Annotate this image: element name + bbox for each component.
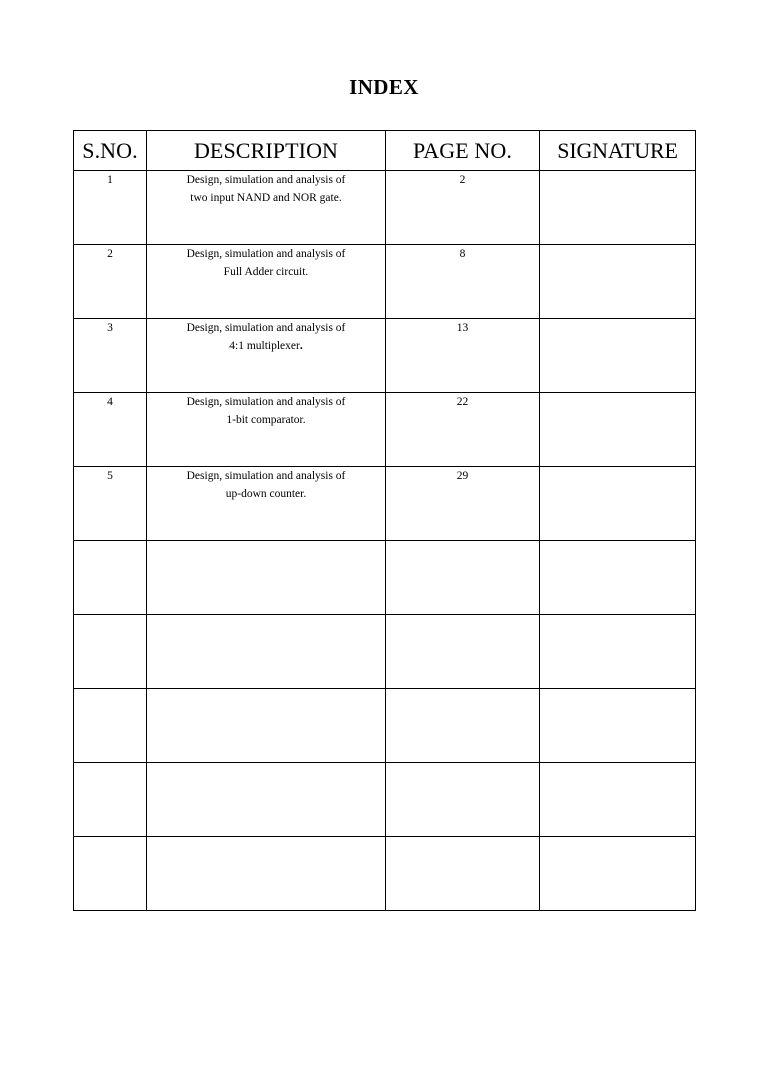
- description-line-2: 1-bit comparator.: [226, 414, 306, 426]
- cell-signature[interactable]: [540, 393, 696, 467]
- cell-sno: [74, 689, 147, 763]
- cell-signature[interactable]: [540, 837, 696, 911]
- cell-description: [147, 763, 386, 837]
- cell-sno: [74, 541, 147, 615]
- cell-signature[interactable]: [540, 763, 696, 837]
- cell-description: [147, 689, 386, 763]
- cell-sno: [74, 837, 147, 911]
- table-row: [74, 245, 696, 319]
- cell-description: [147, 837, 386, 911]
- cell-page-no: 29: [386, 467, 540, 541]
- cell-description: [147, 319, 386, 393]
- description-line-2: Full Adder circuit.: [223, 266, 309, 278]
- table-body: [74, 171, 696, 911]
- cell-page-no: [386, 837, 540, 911]
- table-row: [74, 763, 696, 837]
- table-row: [74, 541, 696, 615]
- description-line-2: two input NAND and NOR gate.: [190, 192, 342, 204]
- cell-sno: [74, 615, 147, 689]
- cell-page-no: [386, 763, 540, 837]
- cell-sno: 3: [74, 319, 147, 393]
- cell-description: [147, 245, 386, 319]
- cell-page-no: 8: [386, 245, 540, 319]
- cell-page-no: 22: [386, 393, 540, 467]
- cell-page-no: 2: [386, 171, 540, 245]
- cell-page-no: [386, 541, 540, 615]
- description-line-2: up-down counter.: [225, 488, 307, 500]
- cell-description: [147, 171, 386, 245]
- table-row: [74, 171, 696, 245]
- description-line-1: Design, simulation and analysis of: [186, 248, 346, 260]
- description-line-1: Design, simulation and analysis of: [186, 470, 346, 482]
- table-header-row: [74, 131, 696, 171]
- cell-page-no: [386, 615, 540, 689]
- cell-signature[interactable]: [540, 689, 696, 763]
- table-row: [74, 319, 696, 393]
- cell-signature[interactable]: [540, 467, 696, 541]
- table-row: [74, 837, 696, 911]
- cell-signature[interactable]: [540, 245, 696, 319]
- cell-sno: 5: [74, 467, 147, 541]
- table-row: [74, 393, 696, 467]
- table-header: [74, 131, 696, 171]
- description-line-1: Design, simulation and analysis of: [186, 396, 346, 408]
- page-title: INDEX: [349, 75, 419, 99]
- column-header-description: DESCRIPTION: [147, 131, 386, 171]
- cell-description: [147, 467, 386, 541]
- cell-description: [147, 615, 386, 689]
- table-row: [74, 467, 696, 541]
- cell-page-no: 13: [386, 319, 540, 393]
- index-table: [73, 130, 696, 911]
- column-header-page-no: PAGE NO.: [386, 131, 540, 171]
- cell-sno: 2: [74, 245, 147, 319]
- cell-sno: [74, 763, 147, 837]
- cell-description: [147, 393, 386, 467]
- cell-signature[interactable]: [540, 171, 696, 245]
- table-row: [74, 689, 696, 763]
- description-line-2: 4:1 multiplexer.: [229, 340, 303, 352]
- column-header-sno: S.NO.: [74, 131, 147, 171]
- cell-sno: 4: [74, 393, 147, 467]
- cell-signature[interactable]: [540, 541, 696, 615]
- cell-signature[interactable]: [540, 615, 696, 689]
- table-row: [74, 615, 696, 689]
- cell-signature[interactable]: [540, 319, 696, 393]
- cell-page-no: [386, 689, 540, 763]
- cell-description: [147, 541, 386, 615]
- description-line-1: Design, simulation and analysis of: [186, 174, 346, 186]
- column-header-signature: SIGNATURE: [540, 131, 696, 171]
- description-line-1: Design, simulation and analysis of: [186, 322, 346, 334]
- cell-sno: 1: [74, 171, 147, 245]
